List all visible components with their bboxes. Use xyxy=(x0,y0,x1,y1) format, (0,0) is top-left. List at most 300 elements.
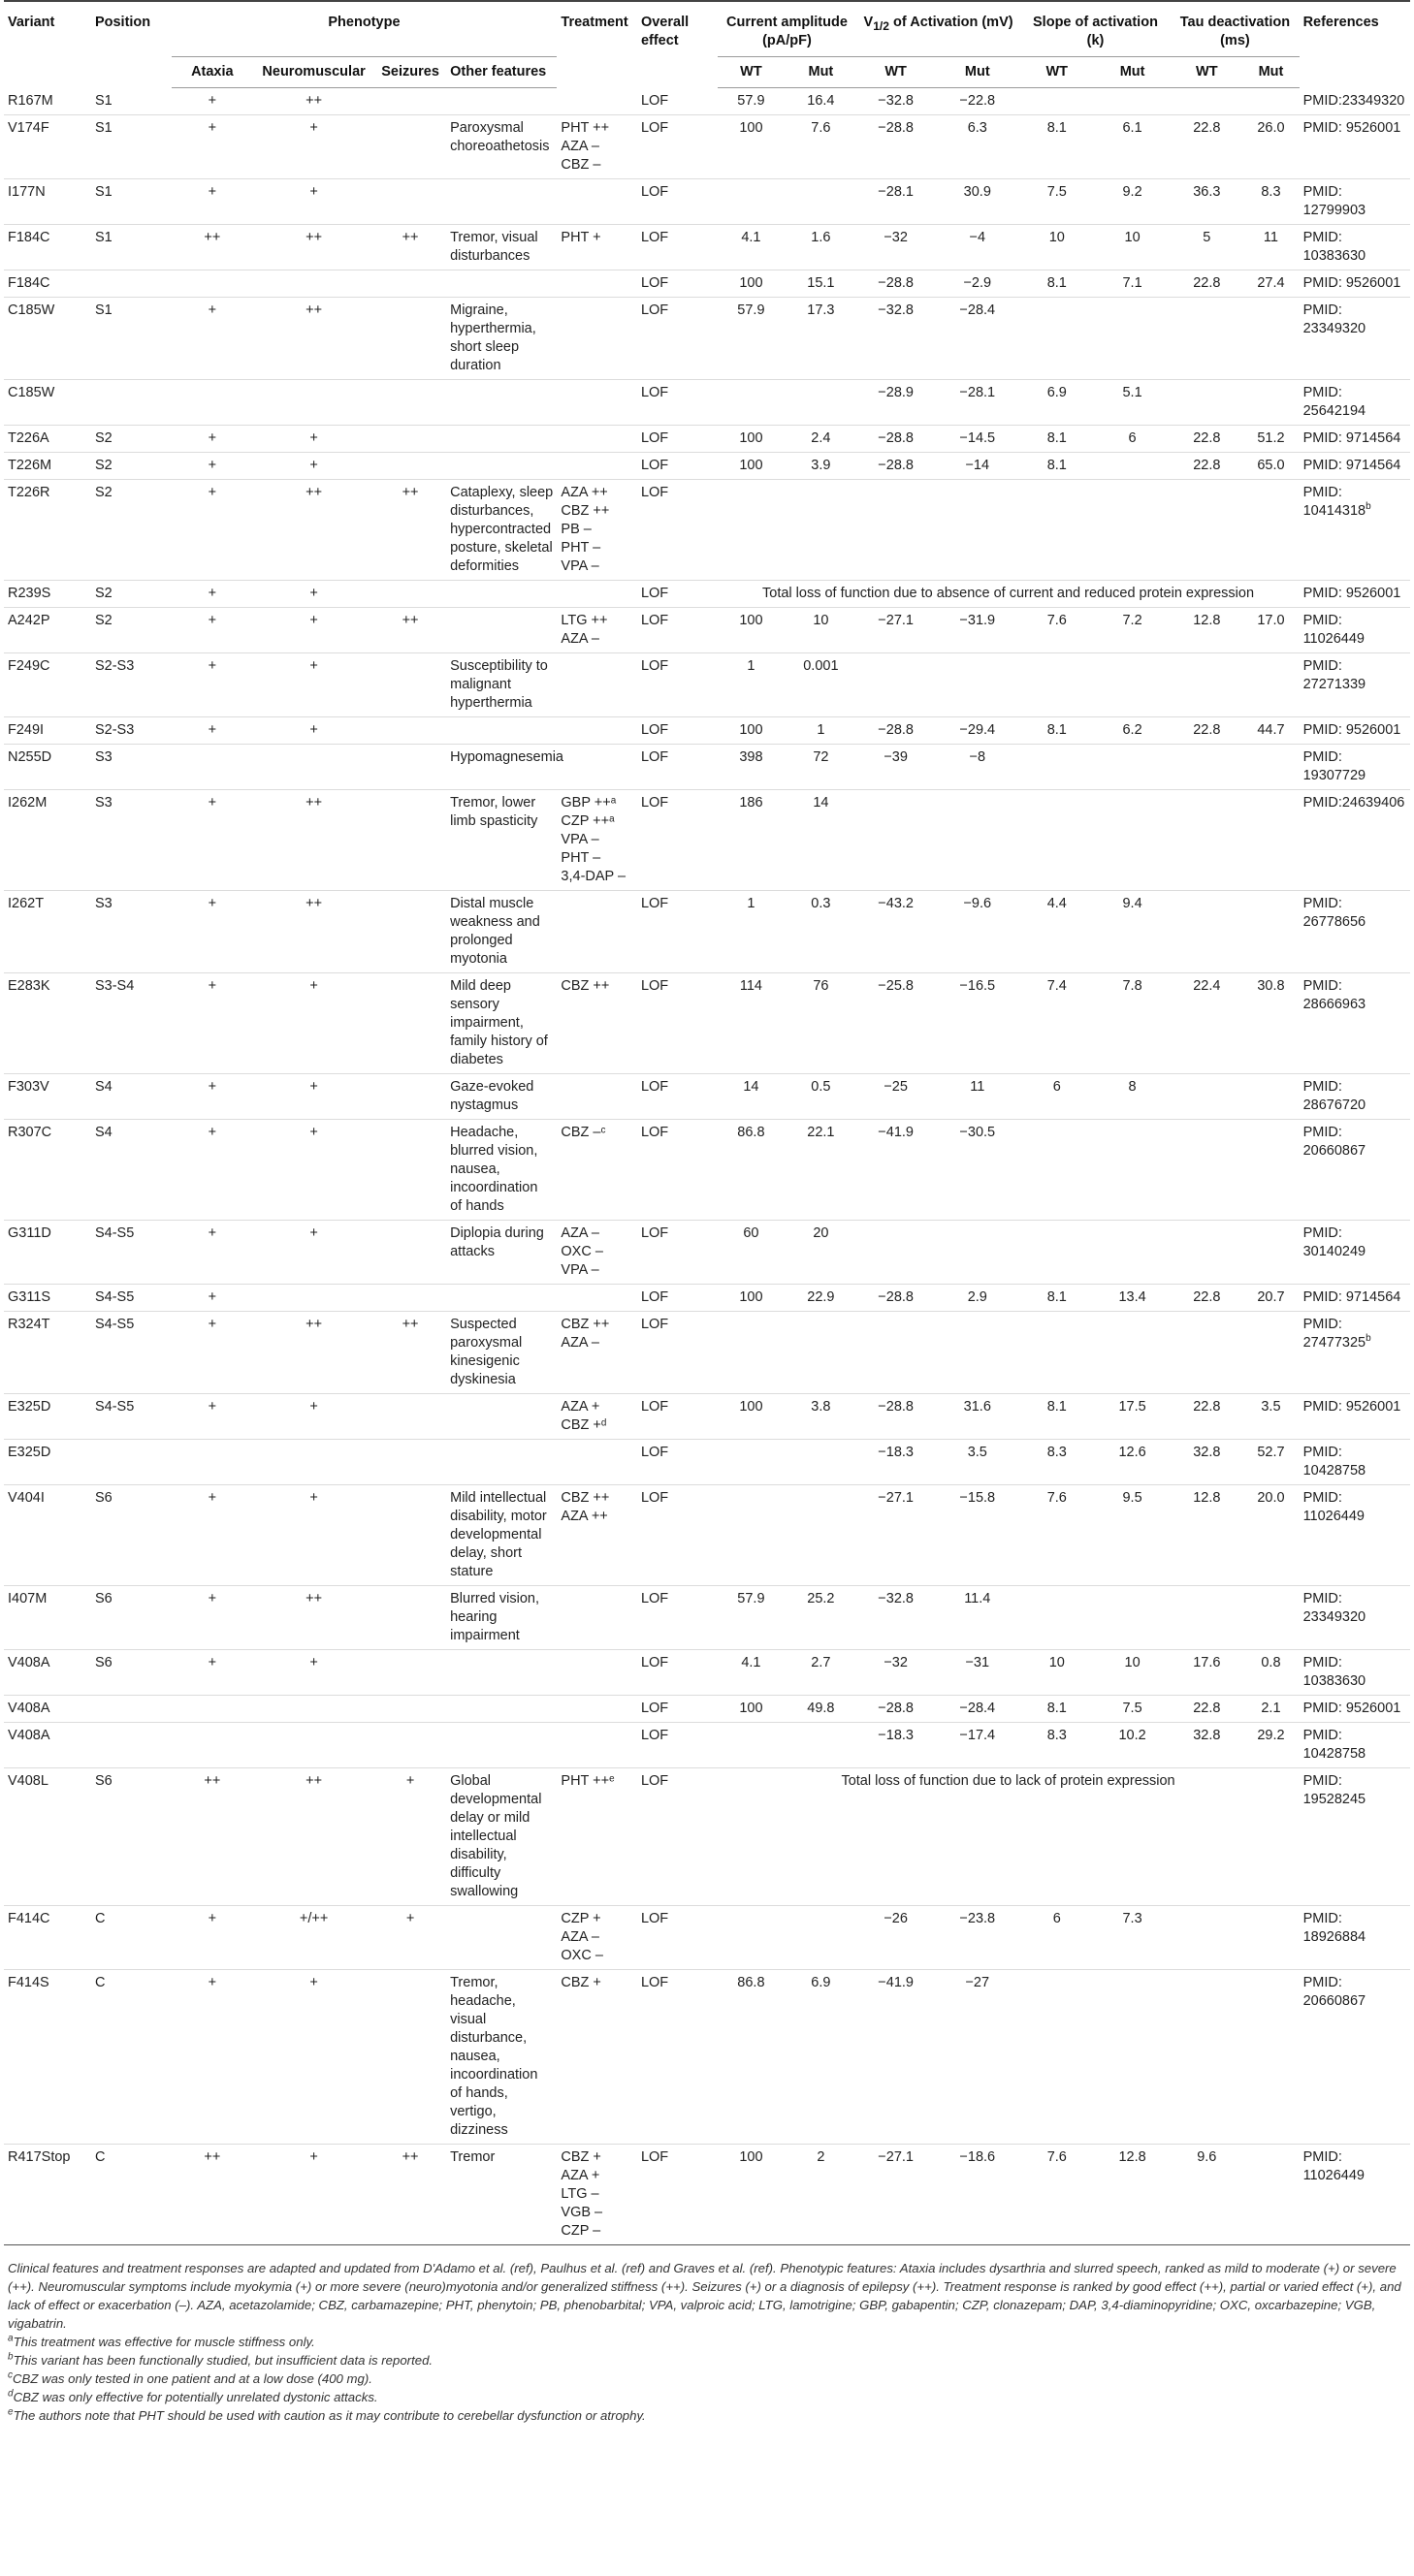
reference-text[interactable]: PMID: 18926884 xyxy=(1302,1911,1366,1945)
cell-k-mut: 10 xyxy=(1124,230,1141,245)
cell-treatment xyxy=(557,1696,637,1723)
cell-ataxia: + xyxy=(208,1079,217,1095)
cell-ca-wt: 1 xyxy=(747,658,755,674)
cell-v-mut: 2.9 xyxy=(967,1289,987,1305)
cell-k-mut: 7.2 xyxy=(1122,613,1142,628)
col-t-mut[interactable]: Mut xyxy=(1242,57,1299,88)
cell-seizures xyxy=(374,1650,446,1696)
col-k-mut[interactable]: Mut xyxy=(1094,57,1171,88)
cell-v-mut: −29.4 xyxy=(959,722,996,738)
cell-reference[interactable] xyxy=(1300,1586,1410,1650)
cell-t-mut: 2.1 xyxy=(1261,1701,1281,1716)
reference-text[interactable]: PMID: 9526001 xyxy=(1302,586,1401,601)
reference-text[interactable]: PMID: 9526001 xyxy=(1302,722,1401,738)
cell-treatment xyxy=(557,270,637,298)
cell-t-mut: 27.4 xyxy=(1257,275,1285,291)
cell-t-wt: 22.8 xyxy=(1193,1701,1221,1716)
cell-v-mut xyxy=(935,480,1020,581)
cell-t-mut xyxy=(1242,1970,1299,2145)
table-row xyxy=(4,115,1410,179)
cell-other-features: Cataplexy, sleep disturbances, hypercontracted posture, skeletal deformities xyxy=(450,485,554,574)
reference-text[interactable]: PMID: 30140249 xyxy=(1302,1225,1366,1259)
cell-position: S4-S5 xyxy=(94,1225,135,1241)
cell-ataxia: + xyxy=(208,658,217,674)
col-k-wt[interactable]: WT xyxy=(1020,57,1094,88)
table-row xyxy=(4,88,1410,115)
cell-t-mut: 17.0 xyxy=(1257,613,1285,628)
cell-t-wt xyxy=(1171,1221,1242,1285)
reference-footnote-mark: b xyxy=(1366,1333,1371,1345)
cell-v-wt: −43.2 xyxy=(878,896,914,911)
table-header xyxy=(4,1,1410,88)
table-row xyxy=(4,1586,1410,1650)
cell-overall-effect: LOF xyxy=(640,184,669,200)
cell-reference[interactable] xyxy=(1300,480,1410,581)
reference-text[interactable]: PMID: 11026449 xyxy=(1302,2149,1365,2183)
table-row xyxy=(4,891,1410,973)
cell-ataxia: + xyxy=(208,93,217,109)
table-row xyxy=(4,270,1410,298)
reference-text[interactable]: PMID: 9526001 xyxy=(1302,1701,1401,1716)
cell-reference[interactable] xyxy=(1300,380,1410,426)
table-row xyxy=(4,1074,1410,1120)
cell-ca-mut: 2 xyxy=(817,2149,825,2165)
cell-ataxia: + xyxy=(208,795,217,811)
cell-reference[interactable] xyxy=(1300,608,1410,653)
reference-text[interactable]: PMID:24639406 xyxy=(1302,795,1405,811)
cell-reference[interactable] xyxy=(1300,717,1410,745)
cell-v-wt: −28.9 xyxy=(878,385,914,400)
cell-v-wt: −32.8 xyxy=(878,93,914,109)
cell-neuromuscular xyxy=(253,1440,374,1485)
cell-reference[interactable] xyxy=(1300,1723,1410,1768)
cell-ataxia: + xyxy=(208,1399,217,1415)
cell-other-features: Blurred vision, hearing impairment xyxy=(450,1591,539,1643)
cell-overall-effect: LOF xyxy=(640,722,669,738)
cell-treatment xyxy=(557,581,637,608)
cell-treatment: AZA + CBZ +ᵈ xyxy=(561,1399,607,1433)
reference-text[interactable]: PMID: 10428758 xyxy=(1302,1728,1366,1762)
reference-text[interactable]: PMID: 25642194 xyxy=(1302,385,1366,419)
cell-reference[interactable] xyxy=(1300,115,1410,179)
cell-neuromuscular xyxy=(253,1285,374,1312)
cell-overall-effect: LOF xyxy=(640,120,669,136)
cell-position: S4-S5 xyxy=(94,1317,135,1332)
cell-t-wt xyxy=(1171,745,1242,790)
reference-text[interactable]: PMID: 27271339 xyxy=(1302,658,1366,692)
cell-variant: V408A xyxy=(8,1728,50,1743)
cell-neuromuscular: + xyxy=(309,613,318,628)
cell-reference[interactable] xyxy=(1300,1485,1410,1586)
cell-v-mut: −9.6 xyxy=(963,896,992,911)
cell-variant: R307C xyxy=(8,1125,52,1140)
cell-ca-mut: 14 xyxy=(813,795,829,811)
cell-overall-effect: LOF xyxy=(640,586,669,601)
reference-text[interactable]: PMID:23349320 xyxy=(1302,92,1405,109)
cell-neuromuscular: + xyxy=(309,586,318,601)
footnote-a xyxy=(8,2333,1404,2351)
cell-k-mut xyxy=(1094,88,1171,115)
cell-variant: R167M xyxy=(8,92,53,109)
cell-v-mut: −31 xyxy=(965,1655,990,1670)
cell-reference[interactable] xyxy=(1300,973,1410,1074)
cell-position: S2 xyxy=(94,613,112,628)
cell-ataxia: ++ xyxy=(204,230,221,245)
col-neuromuscular[interactable]: Neuromuscular xyxy=(253,57,374,88)
cell-reference[interactable] xyxy=(1300,1221,1410,1285)
cell-ataxia: + xyxy=(208,1655,217,1670)
cell-seizures xyxy=(374,298,446,380)
col-overall-effect[interactable]: Overall effect xyxy=(640,15,690,48)
cell-k-mut: 12.8 xyxy=(1118,2149,1146,2165)
cell-other-features xyxy=(446,1440,557,1485)
footnote-d-text: CBZ was only effective for potentially unrelated dystonic attacks. xyxy=(13,2390,378,2404)
cell-neuromuscular: ++ xyxy=(305,896,323,911)
cell-variant: I262T xyxy=(8,896,45,911)
reference-text[interactable]: PMID: 27477325 xyxy=(1302,1317,1366,1351)
cell-neuromuscular: + xyxy=(309,430,318,446)
table-row xyxy=(4,2145,1410,2245)
cell-k-mut xyxy=(1094,298,1171,380)
col-t-wt[interactable]: WT xyxy=(1171,57,1242,88)
cell-ca-wt: 100 xyxy=(739,1701,763,1716)
cell-neuromuscular: ++ xyxy=(305,93,323,109)
cell-neuromuscular: + xyxy=(309,978,318,994)
footnote-a-text: This treatment was effective for muscle stiffness only. xyxy=(13,2335,315,2349)
cell-other-features xyxy=(446,1723,557,1768)
cell-reference[interactable] xyxy=(1300,1394,1410,1440)
cell-k-mut: 7.5 xyxy=(1122,1701,1142,1716)
cell-v-mut: −15.8 xyxy=(959,1490,996,1506)
cell-overall-effect: LOF xyxy=(640,1773,669,1789)
cell-other-features: Tremor, headache, visual disturbance, nausea, incoordination of hands, vertigo, dizziness xyxy=(450,1975,538,2138)
reference-text[interactable]: PMID: 9526001 xyxy=(1302,120,1401,136)
cell-v-wt: −32 xyxy=(884,1655,908,1670)
cell-t-wt: 22.8 xyxy=(1193,458,1221,473)
cell-position: S2 xyxy=(94,430,112,446)
col-references[interactable]: References xyxy=(1302,15,1379,30)
table-row xyxy=(4,426,1410,453)
table-row xyxy=(4,790,1410,891)
cell-other-features xyxy=(446,426,557,453)
cell-treatment xyxy=(557,1440,637,1485)
col-ca-wt[interactable]: WT xyxy=(718,57,786,88)
cell-t-mut: 26.0 xyxy=(1257,120,1285,136)
cell-variant: V408L xyxy=(8,1773,48,1789)
cell-ataxia xyxy=(172,745,254,790)
reference-text[interactable]: PMID: 28676720 xyxy=(1302,1079,1366,1113)
cell-ca-mut: 25.2 xyxy=(807,1591,835,1606)
cell-position xyxy=(91,380,172,426)
cell-ataxia: + xyxy=(208,1125,217,1140)
table-row xyxy=(4,745,1410,790)
reference-text[interactable]: PMID: 10428758 xyxy=(1302,1445,1366,1479)
cell-v-wt: −26 xyxy=(884,1911,908,1926)
cell-k-mut: 10 xyxy=(1124,1655,1141,1670)
cell-neuromuscular: + xyxy=(309,658,318,674)
cell-overall-effect: LOF xyxy=(640,1399,669,1415)
cell-position: S3 xyxy=(94,896,112,911)
cell-neuromuscular: + xyxy=(309,458,318,473)
cell-position: S1 xyxy=(94,184,112,200)
col-ca-mut[interactable]: Mut xyxy=(785,57,856,88)
cell-overall-effect: LOF xyxy=(640,795,669,811)
reference-text[interactable]: PMID: 23349320 xyxy=(1302,1591,1366,1625)
cell-ca-mut: 10 xyxy=(813,613,829,628)
cell-variant: I262M xyxy=(8,795,48,811)
table-row xyxy=(4,1394,1410,1440)
cell-k-wt xyxy=(1020,1970,1094,2145)
cell-k-wt: 8.3 xyxy=(1046,1728,1067,1743)
cell-v-wt: −28.8 xyxy=(878,275,914,291)
table-row xyxy=(4,1970,1410,2145)
cell-v-mut: −22.8 xyxy=(959,93,996,109)
cell-seizures xyxy=(374,1586,446,1650)
cell-overall-effect: LOF xyxy=(640,1591,669,1606)
cell-ca-mut: 0.5 xyxy=(811,1079,831,1095)
reference-text[interactable]: PMID: 19307729 xyxy=(1302,749,1366,783)
reference-text[interactable]: PMID: 23349320 xyxy=(1302,302,1366,336)
cell-k-mut: 6 xyxy=(1128,430,1137,446)
cell-seizures xyxy=(374,745,446,790)
cell-v-wt xyxy=(856,790,934,891)
cell-v-wt: −18.3 xyxy=(878,1728,914,1743)
col-phenotype: Phenotype xyxy=(172,1,558,57)
cell-t-mut: 3.5 xyxy=(1261,1399,1281,1415)
cell-other-features xyxy=(446,270,557,298)
col-other-features[interactable]: Other features xyxy=(446,57,557,88)
cell-reference[interactable] xyxy=(1300,270,1410,298)
cell-variant: G311S xyxy=(8,1289,51,1305)
cell-reference[interactable] xyxy=(1300,1312,1410,1394)
col-v-wt[interactable]: WT xyxy=(856,57,934,88)
cell-ataxia xyxy=(172,270,254,298)
cell-t-mut: 65.0 xyxy=(1257,458,1285,473)
cell-treatment xyxy=(557,179,637,225)
cell-reference[interactable] xyxy=(1300,1970,1410,2145)
cell-k-wt: 7.6 xyxy=(1046,2149,1067,2165)
cell-ca-mut xyxy=(785,1723,856,1768)
table-row xyxy=(4,1723,1410,1768)
cell-reference[interactable] xyxy=(1300,1768,1410,1906)
cell-t-mut xyxy=(1242,891,1299,973)
cell-ataxia: + xyxy=(208,896,217,911)
cell-t-wt: 32.8 xyxy=(1193,1728,1221,1743)
cell-ca-mut: 7.6 xyxy=(811,120,831,136)
v-half-prefix: V xyxy=(863,15,874,30)
cell-ataxia xyxy=(172,380,254,426)
cell-position: S6 xyxy=(94,1655,112,1670)
cell-overall-effect: LOF xyxy=(640,1490,669,1506)
cell-v-mut: −8 xyxy=(969,749,986,765)
cell-t-mut xyxy=(1242,88,1299,115)
cell-reference[interactable] xyxy=(1300,653,1410,717)
cell-ca-wt: 100 xyxy=(739,430,763,446)
cell-v-wt: −25.8 xyxy=(878,978,914,994)
cell-reference[interactable] xyxy=(1300,1650,1410,1696)
cell-reference[interactable] xyxy=(1300,790,1410,891)
reference-text[interactable]: PMID: 9714564 xyxy=(1302,458,1401,473)
cell-v-wt: −25 xyxy=(884,1079,908,1095)
cell-k-mut: 17.5 xyxy=(1118,1399,1146,1415)
cell-t-mut xyxy=(1242,480,1299,581)
reference-text[interactable]: PMID: 10414318 xyxy=(1302,485,1366,519)
col-variant[interactable]: Variant xyxy=(8,15,55,30)
cell-treatment: CBZ –ᶜ xyxy=(561,1125,606,1140)
cell-t-wt: 12.8 xyxy=(1193,1490,1221,1506)
cell-ca-mut xyxy=(785,480,856,581)
cell-v-wt: −27.1 xyxy=(878,613,914,628)
cell-treatment: CBZ + xyxy=(561,1975,601,1990)
cell-variant: A242P xyxy=(8,613,50,628)
table-row xyxy=(4,1906,1410,1970)
cell-ataxia: + xyxy=(208,302,217,318)
reference-footnote-mark: b xyxy=(1366,501,1371,513)
reference-text[interactable]: PMID: 12799903 xyxy=(1302,184,1366,218)
cell-v-mut: 3.5 xyxy=(967,1445,987,1460)
cell-reference[interactable] xyxy=(1300,1440,1410,1485)
reference-text[interactable]: PMID: 9526001 xyxy=(1302,1399,1401,1415)
cell-ca-wt: 100 xyxy=(739,1399,763,1415)
cell-v-wt: −41.9 xyxy=(878,1975,914,1990)
cell-ataxia: + xyxy=(208,722,217,738)
cell-neuromuscular xyxy=(253,1696,374,1723)
cell-k-mut xyxy=(1094,480,1171,581)
cell-ataxia: + xyxy=(208,1975,217,1990)
cell-neuromuscular: + xyxy=(309,184,318,200)
cell-other-features xyxy=(446,1906,557,1970)
cell-reference[interactable] xyxy=(1300,1285,1410,1312)
cell-ca-mut xyxy=(785,1312,856,1394)
cell-treatment: CBZ ++ AZA ++ xyxy=(561,1490,610,1524)
cell-reference[interactable] xyxy=(1300,745,1410,790)
reference-text[interactable]: PMID: 26778656 xyxy=(1302,896,1366,930)
cell-position xyxy=(91,1723,172,1768)
reference-text[interactable]: PMID: 9714564 xyxy=(1302,1289,1401,1305)
footnote-b-mark: b xyxy=(8,2351,14,2363)
col-ataxia[interactable]: Ataxia xyxy=(172,57,254,88)
reference-text[interactable]: PMID: 20660867 xyxy=(1302,1975,1366,2009)
cell-ca-wt: 100 xyxy=(739,1289,763,1305)
cell-t-wt xyxy=(1171,1074,1242,1120)
col-position[interactable]: Position xyxy=(94,15,151,30)
cell-treatment: CBZ ++ xyxy=(561,978,610,994)
footnote-e xyxy=(8,2406,1404,2425)
cell-neuromuscular: ++ xyxy=(305,1317,323,1332)
cell-other-features: Susceptibility to malignant hyperthermia xyxy=(450,658,548,711)
cell-k-mut: 7.1 xyxy=(1122,275,1142,291)
cell-variant: T226A xyxy=(8,430,49,446)
cell-variant: V408A xyxy=(8,1655,50,1670)
cell-ca-mut: 3.9 xyxy=(811,458,831,473)
cell-v-wt xyxy=(856,653,934,717)
col-seizures[interactable]: Seizures xyxy=(374,57,446,88)
cell-v-wt xyxy=(856,1221,934,1285)
cell-other-features: Migraine, hyperthermia, short sleep duration xyxy=(450,302,536,373)
cell-t-mut xyxy=(1242,298,1299,380)
reference-text[interactable]: PMID: 20660867 xyxy=(1302,1125,1366,1159)
cell-position: S3 xyxy=(94,795,112,811)
cell-overall-effect: LOF xyxy=(640,92,669,109)
col-treatment[interactable]: Treatment xyxy=(561,15,628,30)
cell-k-mut xyxy=(1094,1312,1171,1394)
cell-neuromuscular: + xyxy=(309,1490,318,1506)
cell-ataxia xyxy=(172,1696,254,1723)
cell-seizures: ++ xyxy=(402,230,419,245)
cell-reference[interactable] xyxy=(1300,1074,1410,1120)
cell-reference[interactable] xyxy=(1300,179,1410,225)
reference-text[interactable]: PMID: 10383630 xyxy=(1302,1655,1366,1689)
cell-k-mut: 10.2 xyxy=(1118,1728,1146,1743)
reference-text[interactable]: PMID: 9526001 xyxy=(1302,275,1401,291)
cell-ca-wt xyxy=(718,1440,786,1485)
cell-seizures xyxy=(374,973,446,1074)
col-tau: Tau deactivation (ms) xyxy=(1171,1,1299,57)
reference-text[interactable]: PMID: 9714564 xyxy=(1302,430,1401,446)
cell-treatment xyxy=(557,653,637,717)
cell-variant: F249I xyxy=(8,722,45,738)
cell-v-mut: −23.8 xyxy=(959,1911,996,1926)
cell-ca-mut xyxy=(785,179,856,225)
cell-reference[interactable] xyxy=(1300,581,1410,608)
cell-ataxia: + xyxy=(208,120,217,136)
reference-text[interactable]: PMID: 11026449 xyxy=(1302,613,1365,647)
cell-ca-wt: 100 xyxy=(739,120,763,136)
cell-ca-mut: 0.001 xyxy=(803,658,839,674)
cell-treatment: CBZ + AZA + LTG – VGB – CZP – xyxy=(561,2149,603,2239)
cell-variant: V174F xyxy=(8,120,49,136)
cell-reference[interactable] xyxy=(1300,88,1410,115)
cell-k-wt: 7.4 xyxy=(1046,978,1067,994)
cell-k-wt: 8.1 xyxy=(1046,1701,1067,1716)
cell-t-mut xyxy=(1242,653,1299,717)
cell-k-wt: 6.9 xyxy=(1046,385,1067,400)
cell-v-mut: −27 xyxy=(965,1975,990,1990)
cell-t-mut xyxy=(1242,1312,1299,1394)
cell-other-features xyxy=(446,380,557,426)
table-row xyxy=(4,1650,1410,1696)
reference-text[interactable]: PMID: 19528245 xyxy=(1302,1773,1366,1807)
table-row xyxy=(4,1696,1410,1723)
cell-reference[interactable] xyxy=(1300,1906,1410,1970)
reference-text[interactable]: PMID: 10383630 xyxy=(1302,230,1366,264)
col-v-mut[interactable]: Mut xyxy=(935,57,1020,88)
cell-k-wt xyxy=(1020,1312,1094,1394)
cell-seizures xyxy=(374,1723,446,1768)
cell-neuromuscular xyxy=(253,380,374,426)
cell-variant: F414S xyxy=(8,1975,49,1990)
cell-reference[interactable] xyxy=(1300,453,1410,480)
cell-reference[interactable] xyxy=(1300,2145,1410,2245)
cell-reference[interactable] xyxy=(1300,1696,1410,1723)
cell-k-wt: 8.1 xyxy=(1046,430,1067,446)
cell-k-mut: 9.4 xyxy=(1122,896,1142,911)
cell-reference[interactable] xyxy=(1300,891,1410,973)
cell-reference[interactable] xyxy=(1300,298,1410,380)
cell-reference[interactable] xyxy=(1300,426,1410,453)
cell-seizures xyxy=(374,1485,446,1586)
cell-variant: C185W xyxy=(8,385,55,400)
cell-neuromuscular: ++ xyxy=(305,795,323,811)
table-row xyxy=(4,380,1410,426)
cell-k-mut: 6.2 xyxy=(1122,722,1142,738)
reference-text[interactable]: PMID: 28666963 xyxy=(1302,978,1366,1012)
cell-other-features xyxy=(446,717,557,745)
cell-seizures: ++ xyxy=(402,613,419,628)
reference-text[interactable]: PMID: 11026449 xyxy=(1302,1490,1365,1524)
cell-reference[interactable] xyxy=(1300,1120,1410,1221)
cell-reference[interactable] xyxy=(1300,225,1410,270)
